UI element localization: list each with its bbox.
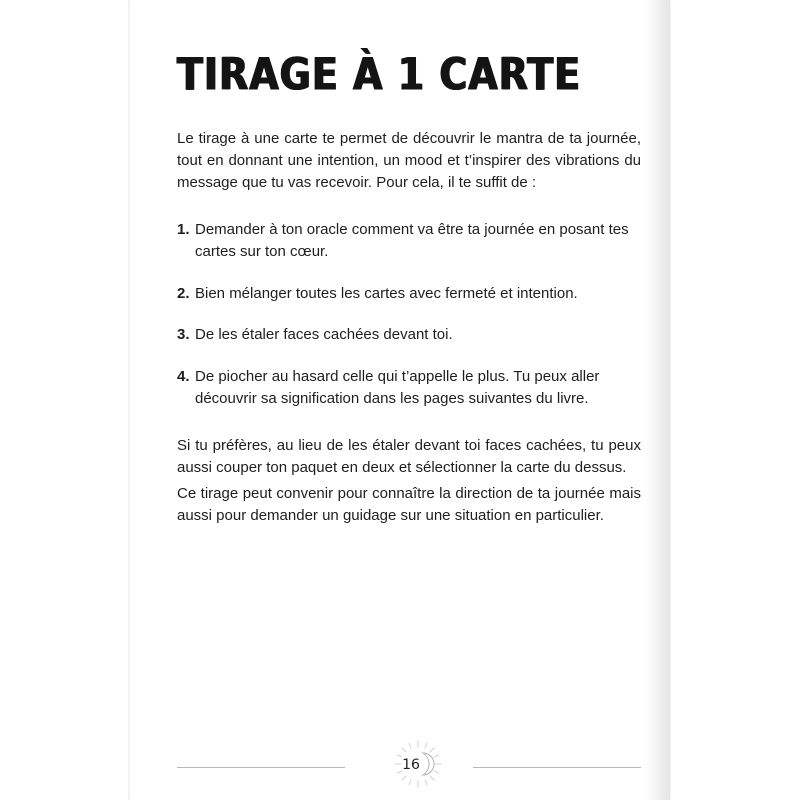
footer-rule-right — [473, 767, 641, 768]
step-item-4 — [177, 366, 641, 410]
intro-paragraph: Le tirage à une carte te permet de découvrir le mantra de ta journée, tout en donnant une intention, un mood et t’inspirer des vibrations du message que tu vas recevoir. Pour cela, il te suffit de : — [177, 130, 641, 191]
page-title: TIRAGE À 1 CARTE — [177, 48, 582, 100]
paragraph-usage: Ce tirage peut convenir pour connaître la direction de ta journée mais aussi pour demander un guidage sur une situation en particulier. — [177, 485, 641, 524]
step-number: 3. — [177, 326, 190, 343]
step-number: 4. — [177, 368, 190, 385]
footer-rule-left — [177, 767, 345, 768]
step-text: De les étaler faces cachées devant toi. — [195, 326, 453, 343]
step-number: 2. — [177, 285, 190, 302]
step-text: De piocher au hasard celle qui t’appelle le plus. Tu peux aller découvrir sa signification dans les pages suivantes du livre. — [195, 368, 600, 407]
page-right-shadow — [645, 0, 670, 800]
step-item-2 — [177, 283, 641, 305]
page-left-edge — [128, 0, 130, 800]
page-number: 16 — [402, 757, 420, 773]
step-item-3 — [177, 324, 641, 346]
paragraph-alternative: Si tu préfères, au lieu de les étaler devant toi faces cachées, tu peux aussi couper ton paquet en deux et sélectionner la carte du dessus. — [177, 437, 641, 476]
step-number: 1. — [177, 221, 190, 238]
step-item-1 — [177, 219, 641, 263]
step-text: Bien mélanger toutes les cartes avec fermeté et intention. — [195, 285, 578, 302]
step-text: Demander à ton oracle comment va être ta journée en posant tes cartes sur ton cœur. — [195, 221, 629, 260]
